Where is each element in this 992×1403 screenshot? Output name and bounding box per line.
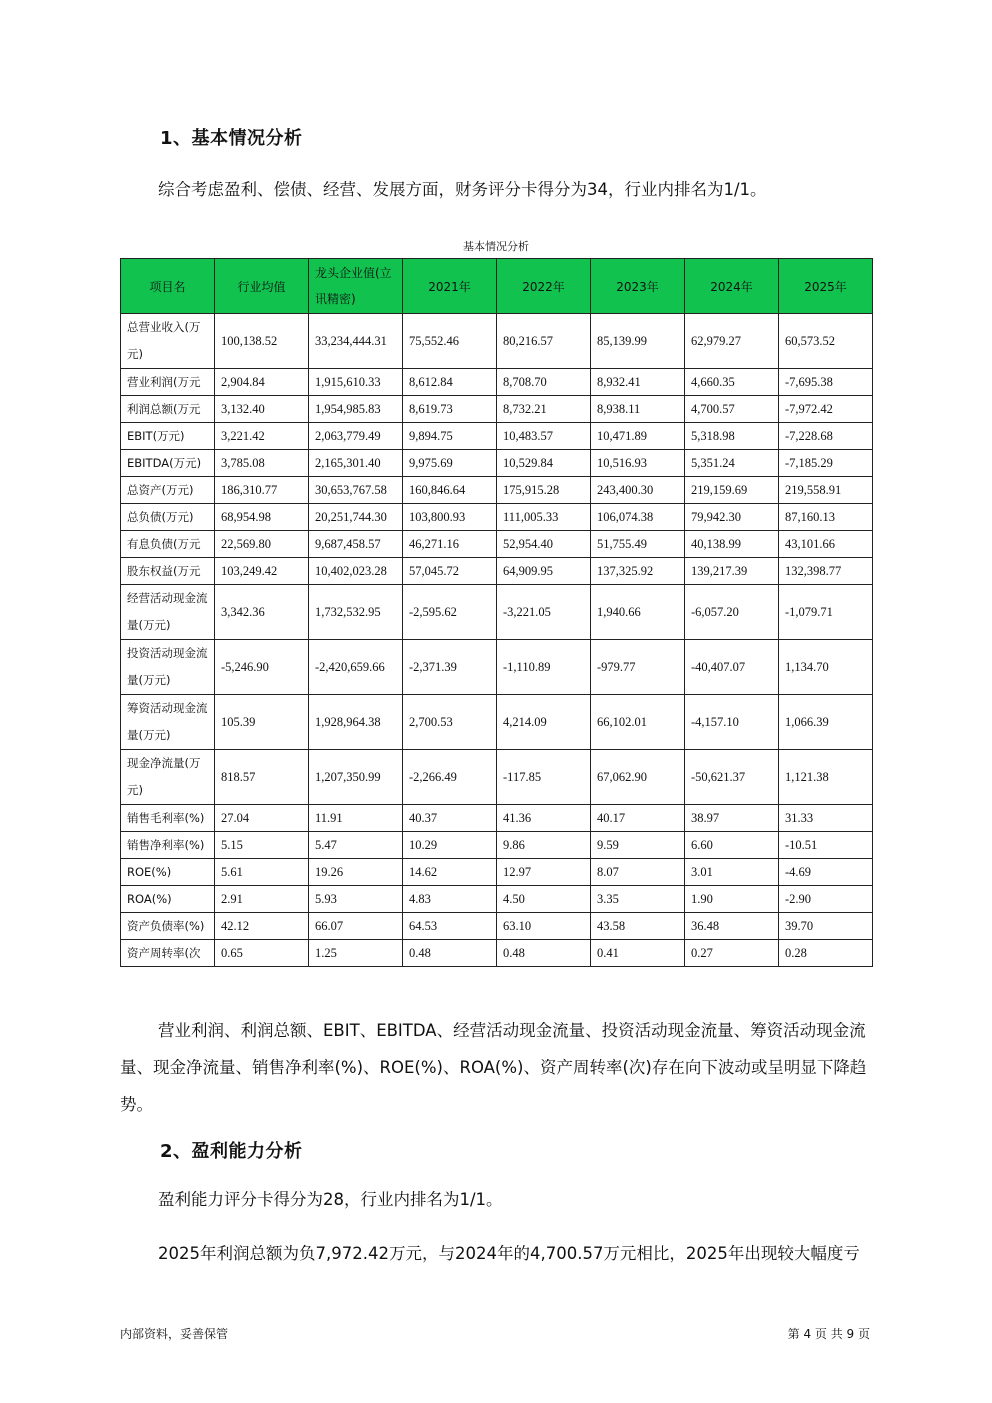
table-row — [121, 369, 873, 396]
table-cell: 100,138.52 — [215, 314, 309, 369]
table-cell: 3.35 — [591, 886, 685, 913]
table-cell: 11.91 — [309, 805, 403, 832]
table-cell: 3.01 — [685, 859, 779, 886]
table-cell: 105.39 — [215, 695, 309, 750]
table-header-cell: 2022年 — [497, 259, 591, 314]
row-label: 销售净利率(%) — [121, 832, 215, 859]
table-header-cell: 2023年 — [591, 259, 685, 314]
table-cell: 4,214.09 — [497, 695, 591, 750]
table-row — [121, 558, 873, 585]
table-cell: 219,159.69 — [685, 477, 779, 504]
table-cell: 9.59 — [591, 832, 685, 859]
row-label: 销售毛利率(%) — [121, 805, 215, 832]
footer-confidential: 内部资料，妥善保管 — [120, 1327, 229, 1341]
row-label: 总营业收入(万元) — [121, 314, 215, 369]
table-cell: 4,700.57 — [685, 396, 779, 423]
table-cell: 10,483.57 — [497, 423, 591, 450]
row-label: 资产周转率(次 — [121, 940, 215, 967]
footer-page-number: 第 4 页 共 9 页 — [787, 1327, 870, 1341]
table-cell: 0.48 — [403, 940, 497, 967]
table-cell: 43.58 — [591, 913, 685, 940]
table-cell: -6,057.20 — [685, 585, 779, 640]
table-row — [121, 805, 873, 832]
table-cell: -2,371.39 — [403, 640, 497, 695]
table-row — [121, 913, 873, 940]
table-cell: 40.17 — [591, 805, 685, 832]
table-cell: 243,400.30 — [591, 477, 685, 504]
table-cell: 4,660.35 — [685, 369, 779, 396]
table-cell: 66.07 — [309, 913, 403, 940]
table-cell: 14.62 — [403, 859, 497, 886]
table-cell: -10.51 — [779, 832, 873, 859]
table-cell: 111,005.33 — [497, 504, 591, 531]
table-cell: 63.10 — [497, 913, 591, 940]
table-cell: 75,552.46 — [403, 314, 497, 369]
row-label: 经营活动现金流量(万元) — [121, 585, 215, 640]
table-row — [121, 750, 873, 805]
row-label: ROA(%) — [121, 886, 215, 913]
section-2-title: 2、盈利能力分析 — [160, 1141, 303, 1162]
table-row — [121, 396, 873, 423]
table-cell: 64,909.95 — [497, 558, 591, 585]
table-cell: 10.29 — [403, 832, 497, 859]
table-cell: 4.83 — [403, 886, 497, 913]
table-cell: -4,157.10 — [685, 695, 779, 750]
table-cell: 9,894.75 — [403, 423, 497, 450]
table-cell: 5.61 — [215, 859, 309, 886]
table-cell: 10,402,023.28 — [309, 558, 403, 585]
table-cell: 6.60 — [685, 832, 779, 859]
table-cell: 8,932.41 — [591, 369, 685, 396]
row-label: 投资活动现金流量(万元) — [121, 640, 215, 695]
table-cell: 137,325.92 — [591, 558, 685, 585]
table-cell: 2,063,779.49 — [309, 423, 403, 450]
table-cell: 0.65 — [215, 940, 309, 967]
row-label: ROE(%) — [121, 859, 215, 886]
table-header-cell: 龙头企业值(立讯精密) — [309, 259, 403, 314]
table-cell: 0.28 — [779, 940, 873, 967]
table-cell: 3,132.40 — [215, 396, 309, 423]
table-cell: 132,398.77 — [779, 558, 873, 585]
table-cell: 36.48 — [685, 913, 779, 940]
table-cell: 1.90 — [685, 886, 779, 913]
table-cell: 62,979.27 — [685, 314, 779, 369]
table-cell: 1,066.39 — [779, 695, 873, 750]
table-cell: 10,529.84 — [497, 450, 591, 477]
table-cell: -2.90 — [779, 886, 873, 913]
table-cell: 106,074.38 — [591, 504, 685, 531]
table-cell: 12.97 — [497, 859, 591, 886]
table-cell: 38.97 — [685, 805, 779, 832]
table-cell: -7,185.29 — [779, 450, 873, 477]
table-cell: 8.07 — [591, 859, 685, 886]
table-row — [121, 531, 873, 558]
table-cell: 80,216.57 — [497, 314, 591, 369]
table-cell: 27.04 — [215, 805, 309, 832]
row-label: 营业利润(万元 — [121, 369, 215, 396]
table-row — [121, 832, 873, 859]
table-cell: -50,621.37 — [685, 750, 779, 805]
table-cell: 10,516.93 — [591, 450, 685, 477]
section-1-summary: 综合考虑盈利、偿债、经营、发展方面，财务评分卡得分为34，行业内排名为1/1。 — [158, 180, 767, 199]
table-cell: 67,062.90 — [591, 750, 685, 805]
table-cell: 9.86 — [497, 832, 591, 859]
table-cell: 5,351.24 — [685, 450, 779, 477]
table-cell: 5,318.98 — [685, 423, 779, 450]
table-cell: -5,246.90 — [215, 640, 309, 695]
table-cell: 60,573.52 — [779, 314, 873, 369]
table-cell: -7,228.68 — [779, 423, 873, 450]
table-cell: -1,110.89 — [497, 640, 591, 695]
row-label: 总负债(万元) — [121, 504, 215, 531]
table-row — [121, 423, 873, 450]
row-label: EBITDA(万元) — [121, 450, 215, 477]
table-cell: 40,138.99 — [685, 531, 779, 558]
table-cell: 22,569.80 — [215, 531, 309, 558]
table-cell: 139,217.39 — [685, 558, 779, 585]
table-cell: 1,121.38 — [779, 750, 873, 805]
table-body — [121, 314, 873, 967]
table-header-cell: 2024年 — [685, 259, 779, 314]
table-row — [121, 450, 873, 477]
table-cell: 2,700.53 — [403, 695, 497, 750]
table-cell: 8,708.70 — [497, 369, 591, 396]
table-row — [121, 477, 873, 504]
table-cell: 40.37 — [403, 805, 497, 832]
table-cell: -117.85 — [497, 750, 591, 805]
table-cell: 87,160.13 — [779, 504, 873, 531]
table-cell: 1,207,350.99 — [309, 750, 403, 805]
row-label: 现金净流量(万元) — [121, 750, 215, 805]
table-cell: 51,755.49 — [591, 531, 685, 558]
table-row — [121, 504, 873, 531]
table-cell: 5.93 — [309, 886, 403, 913]
table-cell: 3,342.36 — [215, 585, 309, 640]
section-2-profit-text: 2025年利润总额为负7,972.42万元，与2024年的4,700.57万元相比，2025年出现较大幅度亏 — [158, 1244, 860, 1263]
table-cell: 219,558.91 — [779, 477, 873, 504]
table-cell: -40,407.07 — [685, 640, 779, 695]
table-cell: 52,954.40 — [497, 531, 591, 558]
table-cell: 8,938.11 — [591, 396, 685, 423]
table-cell: 46,271.16 — [403, 531, 497, 558]
table-header-row — [121, 259, 873, 314]
table-cell: -7,972.42 — [779, 396, 873, 423]
table-cell: 4.50 — [497, 886, 591, 913]
table-cell: 3,221.42 — [215, 423, 309, 450]
table-cell: 33,234,444.31 — [309, 314, 403, 369]
trend-paragraph: 营业利润、利润总额、EBIT、EBITDA、经营活动现金流量、投资活动现金流量、筹资活动现金流量、现金净流量、销售净利率(%)、ROE(%)、ROA(%)、资产周转率(次)存在向下波动或呈明显下降趋势。 — [120, 1021, 867, 1114]
table-cell: 43,101.66 — [779, 531, 873, 558]
table-cell: 1,928,964.38 — [309, 695, 403, 750]
table-cell: 8,732.21 — [497, 396, 591, 423]
table-cell: 85,139.99 — [591, 314, 685, 369]
table-cell: 30,653,767.58 — [309, 477, 403, 504]
table-cell: 2,904.84 — [215, 369, 309, 396]
row-label: 筹资活动现金流量(万元) — [121, 695, 215, 750]
table-row — [121, 859, 873, 886]
table-cell: 103,800.93 — [403, 504, 497, 531]
table-cell: 5.47 — [309, 832, 403, 859]
row-label: 资产负债率(%) — [121, 913, 215, 940]
row-label: 总资产(万元) — [121, 477, 215, 504]
table-cell: 186,310.77 — [215, 477, 309, 504]
table-row — [121, 640, 873, 695]
table-header-cell: 2025年 — [779, 259, 873, 314]
table-cell: 68,954.98 — [215, 504, 309, 531]
table-cell: 2,165,301.40 — [309, 450, 403, 477]
row-label: 股东权益(万元 — [121, 558, 215, 585]
table-cell: -4.69 — [779, 859, 873, 886]
table-cell: 41.36 — [497, 805, 591, 832]
table-cell: 8,612.84 — [403, 369, 497, 396]
table-row — [121, 695, 873, 750]
row-label: EBIT(万元) — [121, 423, 215, 450]
table-cell: 20,251,744.30 — [309, 504, 403, 531]
table-cell: -1,079.71 — [779, 585, 873, 640]
table-row — [121, 940, 873, 967]
table-cell: 39.70 — [779, 913, 873, 940]
table-cell: 31.33 — [779, 805, 873, 832]
table-header-cell: 行业均值 — [215, 259, 309, 314]
table-cell: 1,732,532.95 — [309, 585, 403, 640]
table-cell: 103,249.42 — [215, 558, 309, 585]
table-cell: 0.27 — [685, 940, 779, 967]
table-cell: 9,687,458.57 — [309, 531, 403, 558]
section-2-score: 盈利能力评分卡得分为28，行业内排名为1/1。 — [158, 1190, 503, 1209]
row-label: 利润总额(万元 — [121, 396, 215, 423]
table-header-cell: 项目名 — [121, 259, 215, 314]
table-cell: 1,915,610.33 — [309, 369, 403, 396]
table-cell: 0.48 — [497, 940, 591, 967]
table-cell: 57,045.72 — [403, 558, 497, 585]
table-row — [121, 314, 873, 369]
table-row — [121, 886, 873, 913]
section-1-title: 1、基本情况分析 — [160, 128, 303, 149]
table-cell: 1,954,985.83 — [309, 396, 403, 423]
table-cell: 79,942.30 — [685, 504, 779, 531]
table-row — [121, 585, 873, 640]
table-cell: 10,471.89 — [591, 423, 685, 450]
table-cell: -2,420,659.66 — [309, 640, 403, 695]
table-cell: 160,846.64 — [403, 477, 497, 504]
table-cell: -979.77 — [591, 640, 685, 695]
table-cell: 1,940.66 — [591, 585, 685, 640]
table-caption: 基本情况分析 — [463, 240, 529, 253]
row-label: 有息负债(万元 — [121, 531, 215, 558]
table-cell: 1,134.70 — [779, 640, 873, 695]
table-cell: 19.26 — [309, 859, 403, 886]
table-cell: -2,595.62 — [403, 585, 497, 640]
table-cell: -2,266.49 — [403, 750, 497, 805]
basic-analysis-table — [120, 258, 873, 967]
table-cell: 8,619.73 — [403, 396, 497, 423]
table-cell: 818.57 — [215, 750, 309, 805]
table-cell: -7,695.38 — [779, 369, 873, 396]
table-cell: 2.91 — [215, 886, 309, 913]
table-cell: 0.41 — [591, 940, 685, 967]
table-cell: 3,785.08 — [215, 450, 309, 477]
table-header-cell: 2021年 — [403, 259, 497, 314]
table-cell: 9,975.69 — [403, 450, 497, 477]
table-cell: 64.53 — [403, 913, 497, 940]
table-cell: -3,221.05 — [497, 585, 591, 640]
table-cell: 5.15 — [215, 832, 309, 859]
table-cell: 1.25 — [309, 940, 403, 967]
table-cell: 42.12 — [215, 913, 309, 940]
table-cell: 175,915.28 — [497, 477, 591, 504]
table-cell: 66,102.01 — [591, 695, 685, 750]
